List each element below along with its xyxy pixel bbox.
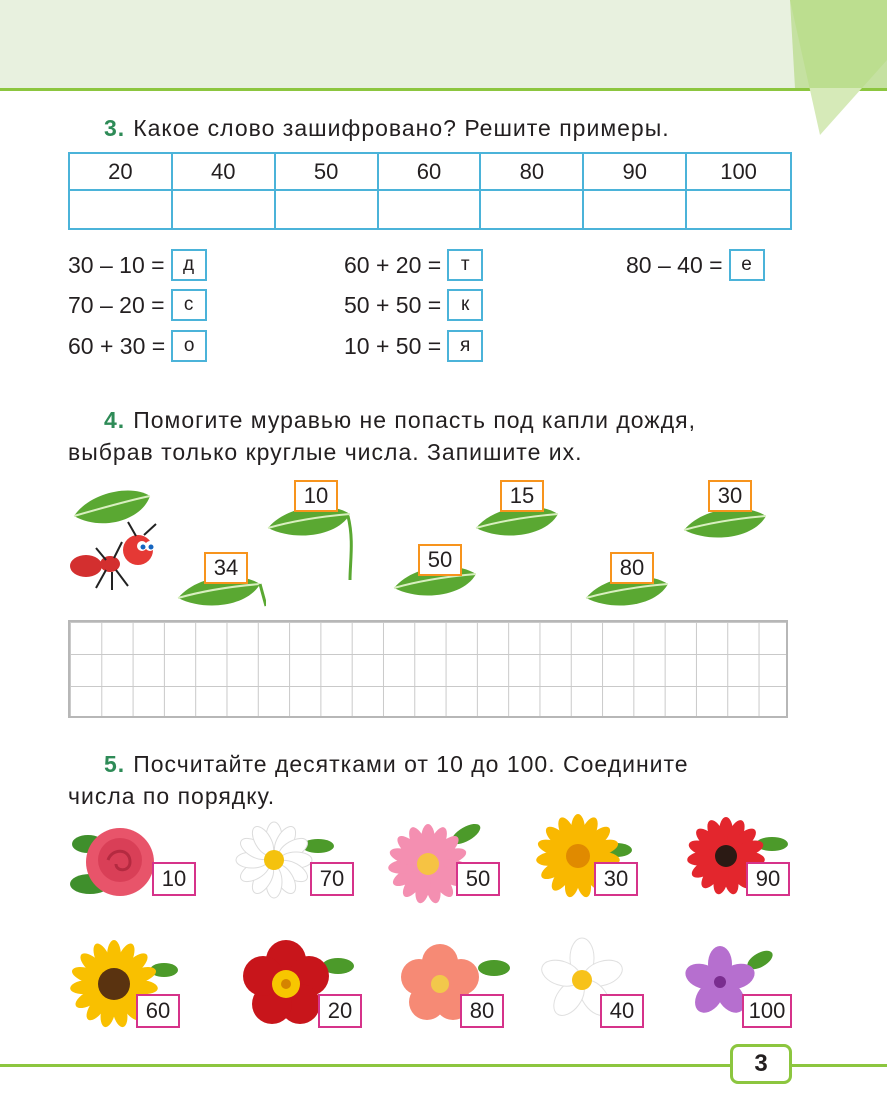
equation-letter-box: с xyxy=(171,289,207,321)
cipher-header-cell: 80 xyxy=(481,154,584,191)
leaf-number-box: 15 xyxy=(500,480,544,512)
equation-expression: 10 + 50 = xyxy=(344,332,442,359)
equation-expression: 70 – 20 = xyxy=(68,291,165,318)
cipher-header-cell: 100 xyxy=(687,154,790,191)
flower-number-box: 60 xyxy=(136,994,180,1028)
cipher-header-cell: 60 xyxy=(379,154,482,191)
cipher-answer-cell[interactable] xyxy=(687,191,790,228)
cipher-answer-cell[interactable] xyxy=(379,191,482,228)
cipher-answer-cell[interactable] xyxy=(584,191,687,228)
flower-number-box: 90 xyxy=(746,862,790,896)
task5-text-line1: Посчитайте десятками от 10 до 100. Соедините xyxy=(133,751,689,777)
rose-icon xyxy=(68,822,164,902)
page-number: 3 xyxy=(730,1044,792,1084)
leaf-icon xyxy=(266,500,362,584)
task5-heading-line2: числа по порядку. xyxy=(68,783,276,809)
cipher-header-cell: 40 xyxy=(173,154,276,191)
equation xyxy=(626,247,765,283)
leaf-number-box: 80 xyxy=(610,552,654,584)
cipher-answer-cell[interactable] xyxy=(481,191,584,228)
equation-expression: 60 + 20 = xyxy=(344,251,442,278)
cipher-table xyxy=(68,152,792,230)
task4-heading-line2: выбрав только круглые числа. Запишите их. xyxy=(68,439,583,465)
leaf-number-box: 34 xyxy=(204,552,248,584)
corner-decoration xyxy=(750,0,887,140)
equation xyxy=(344,247,483,283)
task3-number: 3. xyxy=(104,115,126,141)
leaf-number-box: 30 xyxy=(708,480,752,512)
equation-letter-box: к xyxy=(447,289,483,321)
equation-expression: 80 – 40 = xyxy=(626,251,723,278)
leaf-number-box: 10 xyxy=(294,480,338,512)
flower-number-box: 10 xyxy=(152,862,196,896)
flower-number-box: 40 xyxy=(600,994,644,1028)
equation xyxy=(344,287,483,323)
flower-number-box: 30 xyxy=(594,862,638,896)
task4-heading-line1 xyxy=(104,404,696,436)
equation xyxy=(68,247,207,283)
equation-letter-box: е xyxy=(729,249,765,281)
answer-grid[interactable] xyxy=(68,620,788,718)
cipher-header-cell: 20 xyxy=(70,154,173,191)
task3-heading xyxy=(104,112,670,144)
task4-number: 4. xyxy=(104,407,126,433)
cipher-header-cell: 50 xyxy=(276,154,379,191)
equation xyxy=(344,328,483,364)
task5-number: 5. xyxy=(104,751,126,777)
equation-expression: 50 + 50 = xyxy=(344,291,442,318)
task4-text-line1: Помогите муравью не попасть под капли дождя, xyxy=(133,407,696,433)
cipher-answer-cell[interactable] xyxy=(173,191,276,228)
cipher-answer-cell[interactable] xyxy=(70,191,173,228)
flower-number-box: 50 xyxy=(456,862,500,896)
leaf-number-box: 50 xyxy=(418,544,462,576)
equation-expression: 60 + 30 = xyxy=(68,332,166,359)
task3-text: Какое слово зашифровано? Решите примеры. xyxy=(133,115,670,141)
ant-icon xyxy=(66,520,166,592)
flower-number-box: 100 xyxy=(742,994,792,1028)
equation xyxy=(68,287,207,323)
cipher-header-cell: 90 xyxy=(584,154,687,191)
flower-number-box: 20 xyxy=(318,994,362,1028)
equation-letter-box: я xyxy=(447,330,483,362)
equation-expression: 30 – 10 = xyxy=(68,251,165,278)
task5-heading-line1 xyxy=(104,748,689,780)
equation-letter-box: о xyxy=(171,330,207,362)
equation xyxy=(68,328,207,364)
flower-number-box: 80 xyxy=(460,994,504,1028)
flower-number-box: 70 xyxy=(310,862,354,896)
equation-letter-box: д xyxy=(171,249,207,281)
equation-letter-box: т xyxy=(447,249,483,281)
cipher-answer-cell[interactable] xyxy=(276,191,379,228)
